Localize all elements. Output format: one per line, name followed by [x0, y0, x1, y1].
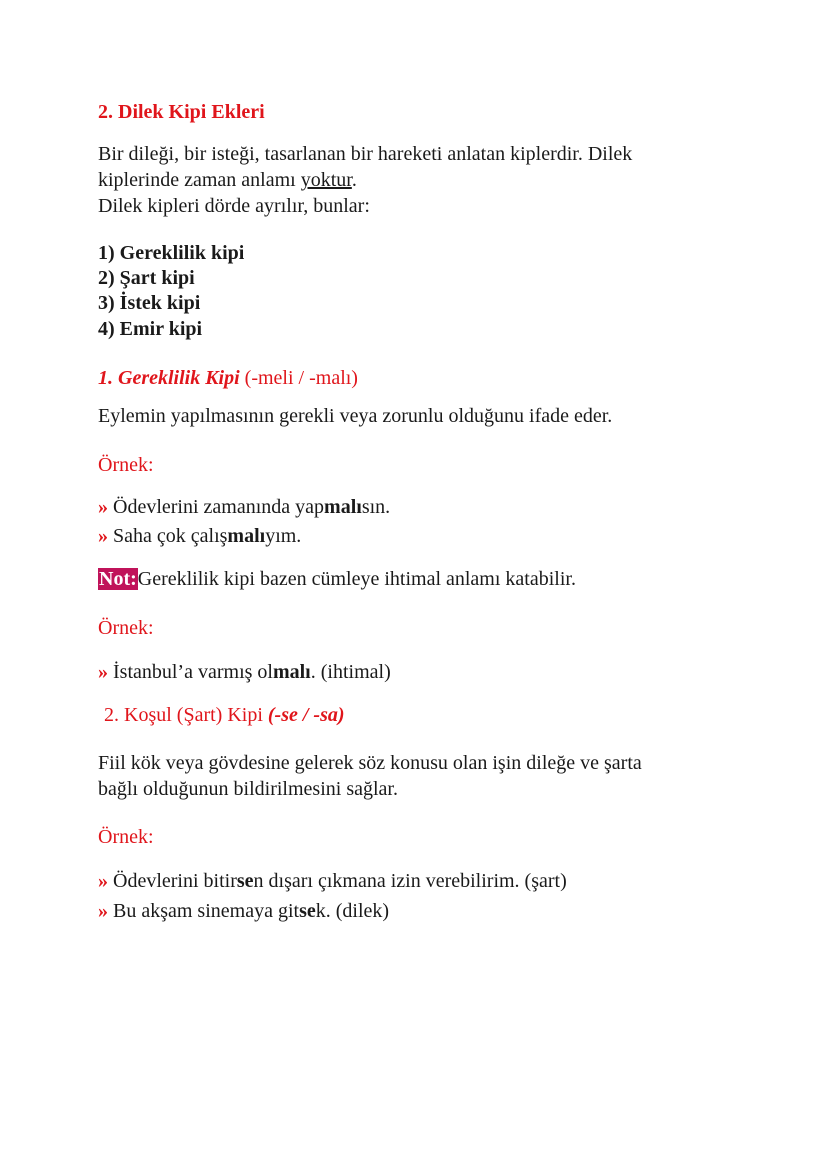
heading-text: 1. Gereklilik Kipi [98, 367, 240, 389]
bullet-icon: » [98, 870, 108, 892]
kosul-heading [104, 702, 345, 728]
example-text: k. (dilek) [315, 900, 390, 922]
kosul-desc-2: bağlı olduğunun bildirilmesini sağlar. [98, 778, 398, 800]
heading-suffix: (-se / -sa) [267, 704, 345, 726]
example-item [98, 659, 391, 685]
section-title: 2. Dilek Kipi Ekleri [98, 101, 265, 123]
suffix-bold: malı [324, 496, 362, 518]
heading-suffix: (-meli / -malı) [239, 367, 358, 389]
note-text: Gereklilik kipi bazen cümleye ihtimal anlamı katabilir. [137, 568, 576, 590]
example-text: Ödevlerini zamanında yap [108, 496, 325, 518]
example-item [98, 868, 567, 894]
intro-line-1: Bir dileği, bir isteği, tasarlanan bir hareketi anlatan kiplerdir. Dilek [98, 143, 633, 165]
bullet-icon: » [98, 900, 108, 922]
example-text: yım. [265, 525, 302, 547]
example-label: Örnek: [98, 454, 154, 476]
example-text: . (ihtimal) [310, 661, 391, 683]
bullet-icon: » [98, 661, 108, 683]
example-text: n dışarı çıkmana izin verebilirim. (şart) [253, 870, 567, 892]
suffix-bold: se [236, 870, 254, 892]
intro-line-2 [98, 167, 357, 193]
suffix-bold: malı [227, 525, 266, 547]
list-item-1: 1) Gereklilik kipi [98, 242, 245, 264]
suffix-bold: se [299, 900, 316, 922]
example-item [98, 494, 390, 520]
suffix-bold: malı [272, 661, 311, 683]
example-text: Bu akşam sinemaya git [108, 900, 300, 922]
list-item-3: 3) İstek kipi [98, 292, 201, 314]
example-text: sın. [361, 496, 391, 518]
note-line [98, 566, 576, 592]
example-text: İstanbul’a varmış ol [108, 661, 273, 683]
bullet-icon: » [98, 496, 108, 518]
example-label: Örnek: [98, 617, 154, 639]
example-item [98, 523, 301, 549]
example-label: Örnek: [98, 826, 154, 848]
example-text: Saha çok çalış [108, 525, 228, 547]
bullet-icon: » [98, 525, 108, 547]
example-text: Ödevlerini bitir [108, 870, 237, 892]
note-badge: Not: [99, 568, 137, 590]
intro-line-3: Dilek kipleri dörde ayrılır, bunlar: [98, 195, 370, 217]
gereklilik-description: Eylemin yapılmasının gerekli veya zorunlu olduğunu ifade eder. [98, 405, 613, 427]
underlined-word: yoktur [300, 169, 352, 191]
list-item-4: 4) Emir kipi [98, 318, 203, 340]
kosul-desc-1: Fiil kök veya gövdesine gelerek söz konusu olan işin dileğe ve şarta [98, 752, 642, 774]
gereklilik-heading [98, 365, 358, 391]
list-item-2: 2) Şart kipi [98, 267, 195, 289]
intro-period: . [351, 169, 357, 191]
heading-text: 2. Koşul (Şart) Kipi [104, 704, 268, 726]
example-item [98, 898, 389, 924]
intro-text: kiplerinde zaman anlamı [98, 169, 301, 191]
